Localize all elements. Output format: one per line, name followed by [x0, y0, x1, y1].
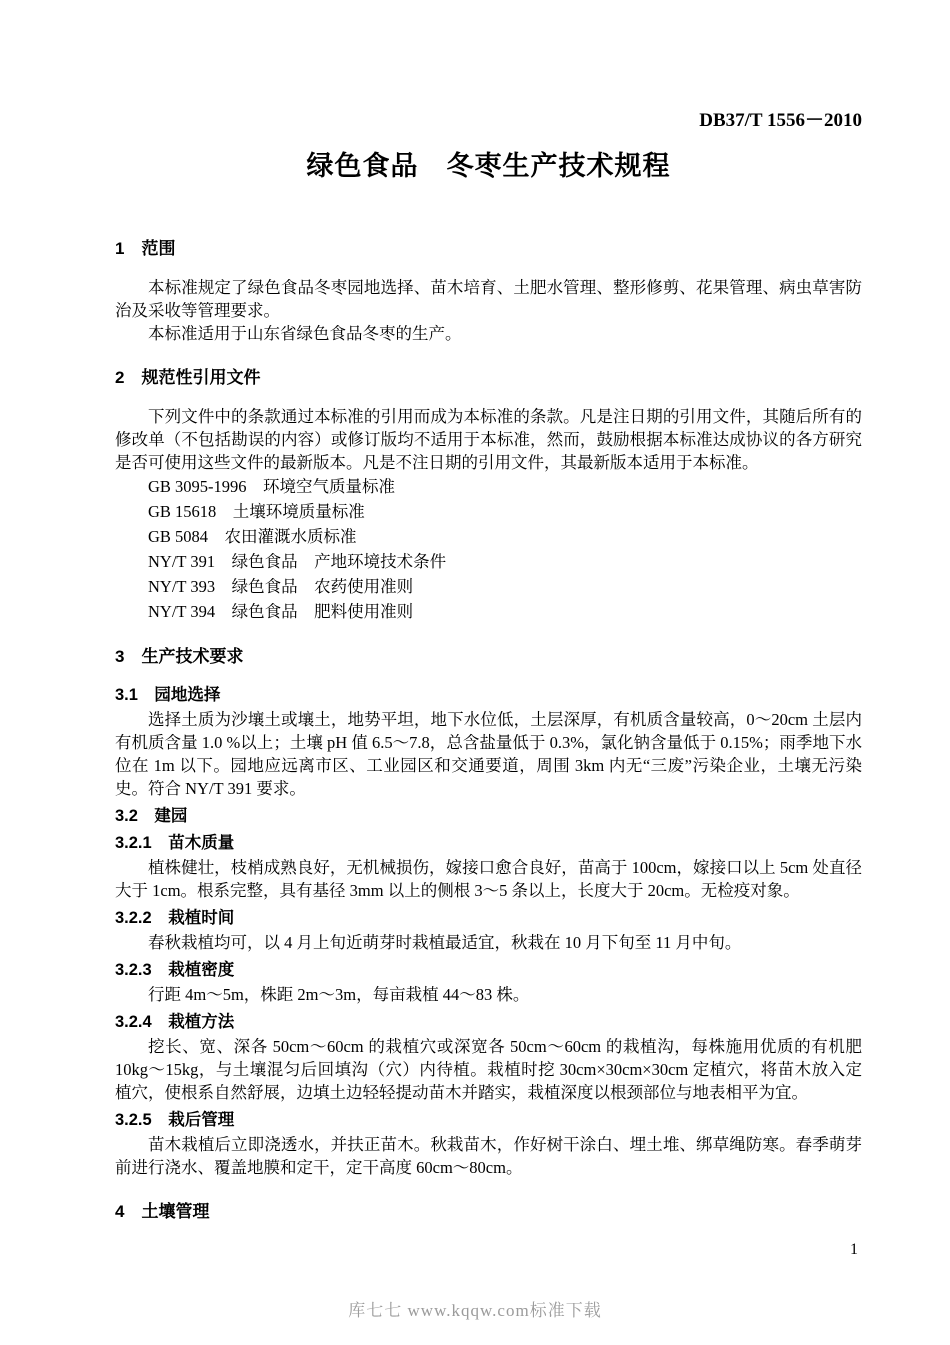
scope-paragraph: 本标准适用于山东省绿色食品冬枣的生产。 — [148, 324, 462, 343]
reference-item: NY/T 391 绿色食品 产地环境技术条件 — [148, 552, 447, 571]
subsection-heading-seedling-quality: 3.2.1 苗木质量 — [115, 834, 235, 852]
post-planting-management-paragraph: 苗木栽植后立即浇透水，并扶正苗木。秋栽苗木，作好树干涂白、埋土堆、绑草绳防寒。春季萌芽前进行浇水、覆盖地膜和定干，定干高度 60cm～80cm。 — [115, 1135, 862, 1177]
scope-paragraph: 本标准规定了绿色食品冬枣园地选择、苗木培育、土肥水管理、整形修剪、花果管理、病虫草害防治及采收等管理要求。 — [115, 278, 862, 320]
planting-time-paragraph: 春秋栽植均可，以 4 月上旬近萌芽时栽植最适宜，秋栽在 10 月下旬至 11 月中旬。 — [148, 933, 742, 952]
reference-item: NY/T 393 绿色食品 农药使用准则 — [148, 577, 414, 596]
reference-item: GB 3095-1996 环境空气质量标准 — [148, 477, 396, 496]
reference-item: NY/T 394 绿色食品 肥料使用准则 — [148, 602, 414, 621]
planting-density-paragraph: 行距 4m～5m，株距 2m～3m，每亩栽植 44～83 株。 — [148, 985, 530, 1004]
page-number: 1 — [850, 1241, 858, 1258]
reference-item: GB 5084 农田灌溉水质标准 — [148, 527, 357, 546]
subsection-heading-site-selection: 3.1 园地选择 — [115, 686, 221, 704]
section-heading-production: 3 生产技术要求 — [115, 647, 244, 666]
planting-method-paragraph: 挖长、宽、深各 50cm～60cm 的栽植穴或深宽各 50cm～60cm 的栽植沟，每株施用优质的有机肥 10kg～15kg，与土壤混匀后回填沟（穴）内待植。栽植时挖 30cm×30cm×30cm 定植穴，将苗木放入定植穴，使根系自然舒展，边填土边轻轻提动苗木并踏实，栽植深度以根颈部位与地表相平为宜。 — [115, 1037, 862, 1102]
seedling-quality-paragraph: 植株健壮，枝梢成熟良好，无机械损伤，嫁接口愈合良好，苗高于 100cm，嫁接口以上 5cm 处直径大于 1cm。根系完整，具有基径 3mm 以上的侧根 3～5 条以上，长度大于 20cm。无检疫对象。 — [115, 858, 862, 900]
document-title: 绿色食品 冬枣生产技术规程 — [306, 151, 671, 181]
reference-item: GB 15618 土壤环境质量标准 — [148, 502, 365, 521]
subsection-heading-planting-time: 3.2.2 栽植时间 — [115, 909, 235, 927]
section-heading-normative-references: 2 规范性引用文件 — [115, 368, 261, 387]
standard-code: DB37/T 1556－2010 — [699, 110, 862, 131]
subsection-heading-orchard-establishment: 3.2 建园 — [115, 807, 188, 825]
section-heading-scope: 1 范围 — [115, 239, 176, 258]
normative-references-intro: 下列文件中的条款通过本标准的引用而成为本标准的条款。凡是注日期的引用文件，其随后所有的修改单（不包括勘误的内容）或修订版均不适用于本标准，然而，鼓励根据本标准达成协议的各方研究是否可使用这些文件的最新版本。凡是不注日期的引用文件，其最新版本适用于本标准。 — [115, 407, 862, 472]
subsection-heading-planting-method: 3.2.4 栽植方法 — [115, 1013, 235, 1031]
subsection-heading-planting-density: 3.2.3 栽植密度 — [115, 961, 235, 979]
site-selection-paragraph: 选择土质为沙壤土或壤土，地势平坦，地下水位低，土层深厚，有机质含量较高，0～20cm 土层内有机质含量 1.0 %以上；土壤 pH 值 6.5～7.8，总含盐量低于 0.3%，氯化钠含量低于 0.15%；雨季地下水位在 1m 以下。园地应远离市区、工业园区和交通要道，周围 3km 内无“三废”污染企业，土壤无污染史。符合 NY/T 391 要求。 — [115, 710, 862, 798]
subsection-heading-post-planting-management: 3.2.5 栽后管理 — [115, 1111, 235, 1129]
footer-watermark: 库七七 www.kqqw.com标准下载 — [348, 1301, 602, 1320]
section-heading-soil-management: 4 土壤管理 — [115, 1202, 210, 1221]
